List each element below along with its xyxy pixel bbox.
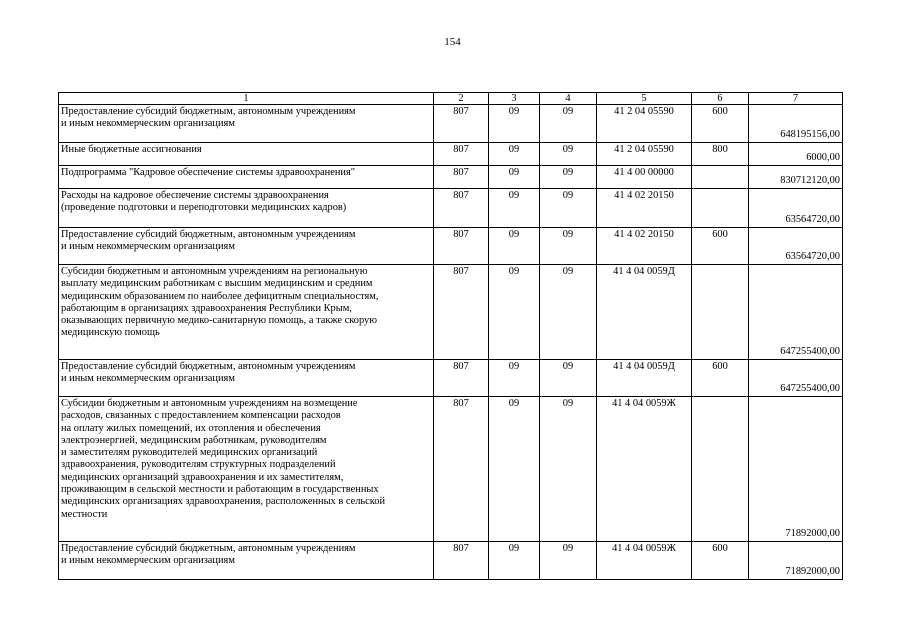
row-name-text: Предоставление субсидий бюджетным, автономным учреждениям и иным некоммерческим организациям: [61, 361, 356, 385]
table-row: [59, 228, 843, 265]
row-name-cell: [59, 265, 434, 360]
column-header: 4: [540, 93, 597, 105]
table-row: [59, 166, 843, 189]
expense-type-cell: 600: [692, 360, 749, 397]
row-name-cell: [59, 143, 434, 166]
ved-code-cell: 807: [434, 166, 489, 189]
section-code-cell: 09: [489, 360, 540, 397]
subsection-code-cell: 09: [540, 143, 597, 166]
section-code-cell: 09: [489, 542, 540, 580]
ved-code-cell: 807: [434, 228, 489, 265]
row-name-text: Расходы на кадровое обеспечение системы здравоохранения (проведение подготовки и переподготовки медицинских кадров): [61, 190, 347, 214]
row-name-text: Предоставление субсидий бюджетным, автономным учреждениям и иным некоммерческим организациям: [61, 229, 356, 253]
table-row: [59, 265, 843, 360]
header-row: [59, 93, 843, 105]
amount-cell: 6000,00: [749, 143, 843, 166]
column-header: 1: [59, 93, 434, 105]
row-name-text: Подпрограмма "Кадровое обеспечение системы здравоохранения": [61, 167, 355, 178]
table-row: [59, 105, 843, 143]
subsection-code-cell: 09: [540, 105, 597, 143]
subsection-code-cell: 09: [540, 265, 597, 360]
target-article-cell: 41 4 04 0059Д: [597, 265, 692, 360]
row-name-cell: [59, 189, 434, 228]
column-header: 5: [597, 93, 692, 105]
amount-cell: 647255400,00: [749, 265, 843, 360]
column-header: 3: [489, 93, 540, 105]
section-code-cell: 09: [489, 189, 540, 228]
ved-code-cell: 807: [434, 360, 489, 397]
target-article-cell: 41 2 04 05590: [597, 105, 692, 143]
subsection-code-cell: 09: [540, 360, 597, 397]
target-article-cell: 41 4 04 0059Ж: [597, 397, 692, 542]
section-code-cell: 09: [489, 166, 540, 189]
page-number: 154: [444, 36, 461, 48]
section-code-cell: 09: [489, 265, 540, 360]
section-code-cell: 09: [489, 397, 540, 542]
target-article-cell: 41 4 02 20150: [597, 228, 692, 265]
budget-table: [58, 92, 843, 580]
expense-type-cell: [692, 397, 749, 542]
row-name-text: Субсидии бюджетным и автономным учреждениям на возмещение расходов, связанных с предоставлением компенсации расходов на оплату жилых помещений, их отопления и обеспечения электроэнергией, медицинским работникам, руководителям и заместителям руководителей медицинских организаций здравоохранения, руководителям структурных подразделений медицинских организаций здравоохранения и их заместителям, проживающим в сельской местности и работающим в государственных медицинских организациях здравоохранения, расположенных в сельской местности: [61, 398, 386, 520]
amount-cell: 648195156,00: [749, 105, 843, 143]
amount-cell: 63564720,00: [749, 228, 843, 265]
subsection-code-cell: 09: [540, 397, 597, 542]
amount-cell: 830712120,00: [749, 166, 843, 189]
table-row: [59, 189, 843, 228]
column-header: 6: [692, 93, 749, 105]
subsection-code-cell: 09: [540, 166, 597, 189]
row-name-cell: [59, 166, 434, 189]
amount-cell: 71892000,00: [749, 397, 843, 542]
ved-code-cell: 807: [434, 542, 489, 580]
expense-type-cell: 600: [692, 228, 749, 265]
expense-type-cell: [692, 189, 749, 228]
ved-code-cell: 807: [434, 189, 489, 228]
column-header: 2: [434, 93, 489, 105]
section-code-cell: 09: [489, 143, 540, 166]
target-article-cell: 41 4 04 0059Ж: [597, 542, 692, 580]
subsection-code-cell: 09: [540, 542, 597, 580]
subsection-code-cell: 09: [540, 228, 597, 265]
row-name-text: Предоставление субсидий бюджетным, автономным учреждениям и иным некоммерческим организациям: [61, 106, 356, 130]
expense-type-cell: [692, 166, 749, 189]
row-name-text: Предоставление субсидий бюджетным, автономным учреждениям и иным некоммерческим организациям: [61, 543, 356, 567]
section-code-cell: 09: [489, 228, 540, 265]
table-row: [59, 360, 843, 397]
expense-type-cell: 800: [692, 143, 749, 166]
amount-cell: 63564720,00: [749, 189, 843, 228]
row-name-cell: [59, 360, 434, 397]
ved-code-cell: 807: [434, 105, 489, 143]
target-article-cell: 41 2 04 05590: [597, 143, 692, 166]
row-name-cell: [59, 542, 434, 580]
ved-code-cell: 807: [434, 143, 489, 166]
row-name-cell: [59, 397, 434, 542]
target-article-cell: 41 4 04 0059Д: [597, 360, 692, 397]
table-row: [59, 542, 843, 580]
table-row: [59, 397, 843, 542]
row-name-cell: [59, 228, 434, 265]
section-code-cell: 09: [489, 105, 540, 143]
expense-type-cell: 600: [692, 542, 749, 580]
target-article-cell: 41 4 02 20150: [597, 189, 692, 228]
row-name-text: Иные бюджетные ассигнования: [61, 144, 202, 155]
expense-type-cell: 600: [692, 105, 749, 143]
target-article-cell: 41 4 00 00000: [597, 166, 692, 189]
expense-type-cell: [692, 265, 749, 360]
ved-code-cell: 807: [434, 397, 489, 542]
table-row: [59, 143, 843, 166]
row-name-cell: [59, 105, 434, 143]
amount-cell: 647255400,00: [749, 360, 843, 397]
ved-code-cell: 807: [434, 265, 489, 360]
amount-cell: 71892000,00: [749, 542, 843, 580]
table-body: [59, 93, 843, 580]
subsection-code-cell: 09: [540, 189, 597, 228]
column-header: 7: [749, 93, 843, 105]
row-name-text: Субсидии бюджетным и автономным учреждениям на региональную выплату медицинским работникам с высшим медицинским и средним медицинским образованием по наиболее дефицитным специальностям, работающим в организациях здравоохранения Республики Крым, оказывающих первичную медико-санитарную помощь, а также скорую медицинскую помощь: [61, 266, 379, 339]
